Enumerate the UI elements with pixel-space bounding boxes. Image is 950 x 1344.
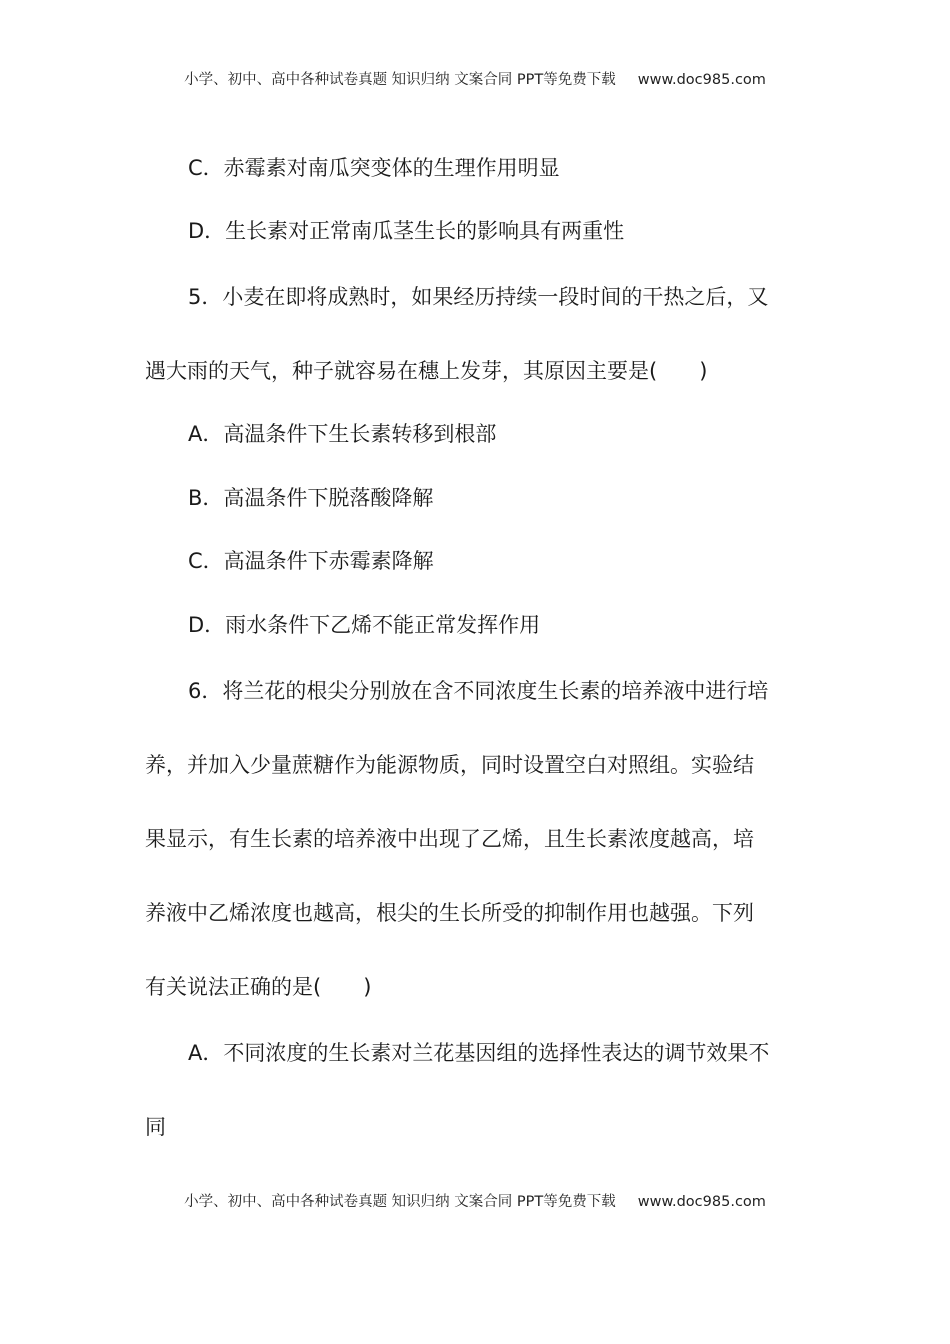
q6-option-a-line2: 同 [145,1115,166,1139]
prev-option-d: D．生长素对正常南瓜茎生长的影响具有两重性 [188,219,625,243]
page-footer [0,1190,950,1211]
q6-stem-line1: 6．将兰花的根尖分别放在含不同浓度生长素的培养液中进行培 [188,679,769,703]
q6-stem-line3: 果显示，有生长素的培养液中出现了乙烯，且生长素浓度越高，培 [145,827,754,851]
q5-option-d: D．雨水条件下乙烯不能正常发挥作用 [188,613,541,637]
footer-url[interactable]: www.doc985.com [637,1194,766,1210]
q6-option-a-line1: A．不同浓度的生长素对兰花基因组的选择性表达的调节效果不 [188,1041,770,1065]
q5-stem-line2: 遇大雨的天气，种子就容易在穗上发芽，其原因主要是( ) [145,359,708,383]
q6-stem-line4: 养液中乙烯浓度也越高，根尖的生长所受的抑制作用也越强。下列 [145,901,754,925]
q6-stem-line2: 养，并加入少量蔗糖作为能源物质，同时设置空白对照组。实验结 [145,753,754,777]
page-header [0,68,950,89]
footer-text: 小学、初中、高中各种试卷真题 知识归纳 文案合同 PPT等免费下载 [184,1194,616,1210]
q5-option-a: A．高温条件下生长素转移到根部 [188,422,497,446]
header-url[interactable]: www.doc985.com [637,72,766,88]
q5-stem-line1: 5．小麦在即将成熟时，如果经历持续一段时间的干热之后，又 [188,285,769,309]
header-text: 小学、初中、高中各种试卷真题 知识归纳 文案合同 PPT等免费下载 [184,72,616,88]
prev-option-c: C．赤霉素对南瓜突变体的生理作用明显 [188,156,560,180]
q6-stem-line5: 有关说法正确的是( ) [145,975,372,999]
q5-option-c: C．高温条件下赤霉素降解 [188,549,434,573]
q5-option-b: B．高温条件下脱落酸降解 [188,486,434,510]
